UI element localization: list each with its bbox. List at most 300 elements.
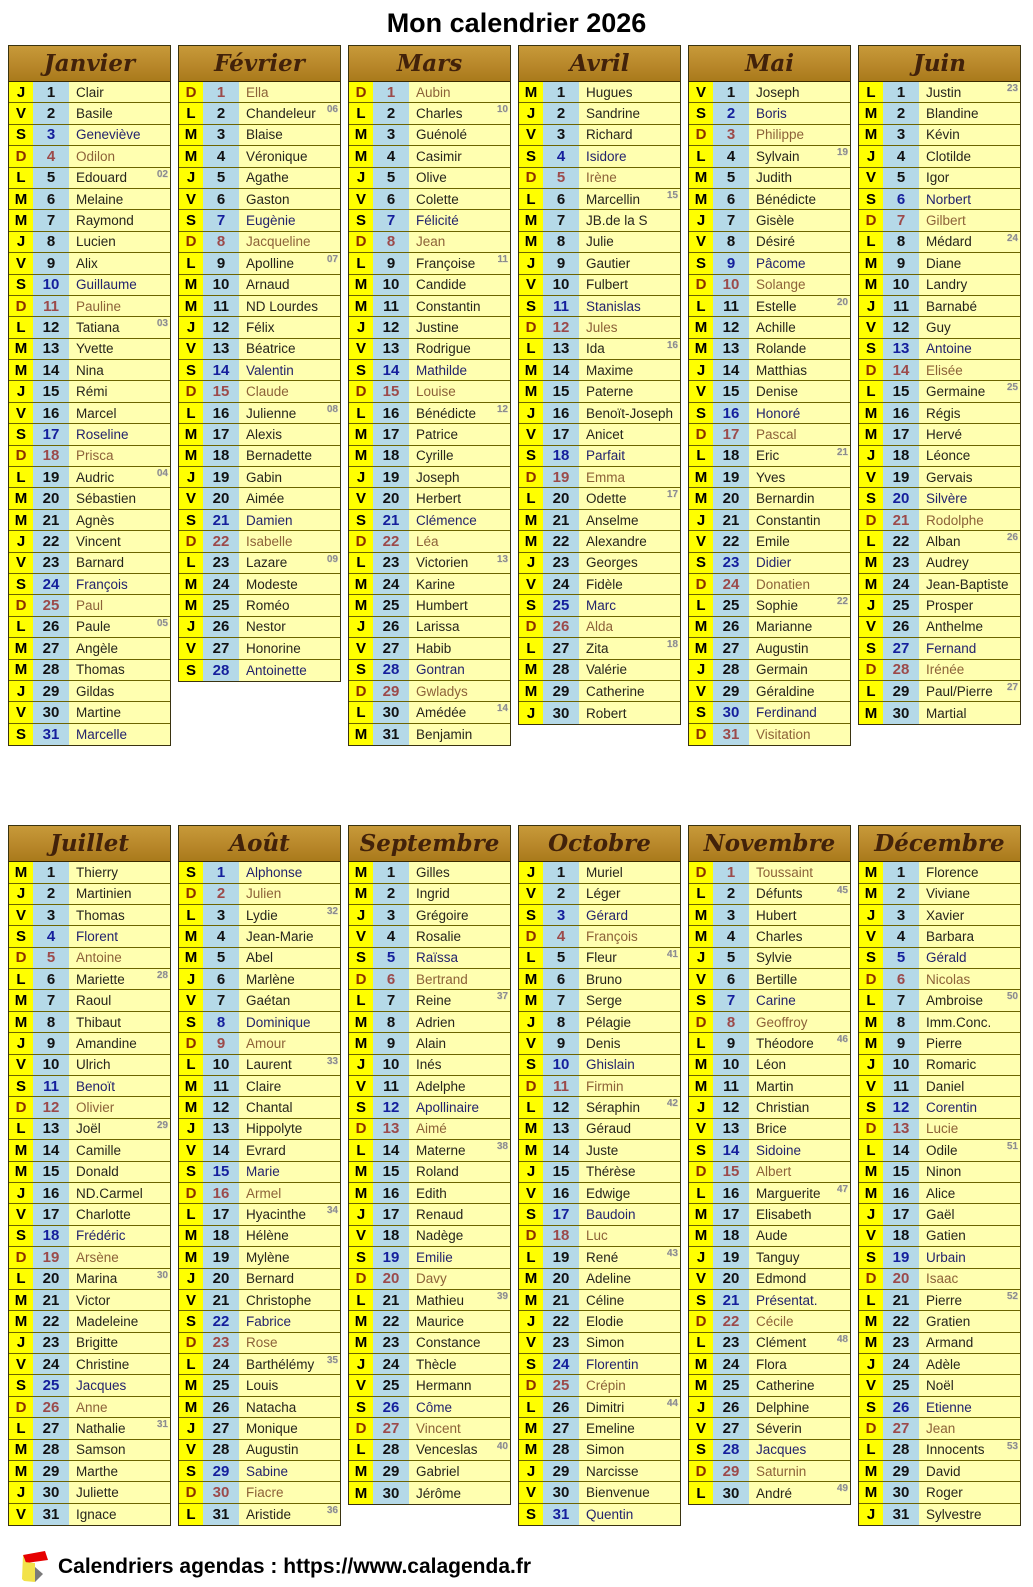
day-letter: M [179,574,203,594]
day-number: 9 [33,253,69,273]
day-letter: V [689,1418,713,1438]
day-letter: V [179,1290,203,1310]
day-number: 27 [373,638,409,658]
day-number: 17 [203,424,239,444]
day-letter: D [179,82,203,102]
day-row [9,146,170,167]
week-number: 38 [496,1141,508,1153]
saint-name: Gaston [239,189,340,209]
saint-name: Honoré [749,403,850,423]
day-number: 5 [883,948,919,968]
week-number: 40 [496,1440,508,1452]
saint-name: Didier [749,553,850,573]
saint-name: Silvère [919,488,1020,508]
day-letter: J [519,103,543,123]
day-number: 25 [543,1375,579,1395]
day-number: 15 [203,381,239,401]
day-row [179,1140,340,1161]
week-number: 14 [496,703,508,715]
saint-name: Fidèle [579,574,680,594]
day-row [179,360,340,381]
day-number: 1 [713,862,749,882]
day-letter: L [859,990,883,1010]
week-number: 11 [497,254,508,266]
saint-name: Eric [749,446,850,466]
saint-name: Fernand [919,638,1020,658]
saint-name: Chandeleur [239,103,340,123]
day-letter: D [9,1397,33,1417]
saint-name: Marianne [749,617,850,637]
day-row [859,617,1020,638]
day-number: 14 [203,360,239,380]
saint-name: Paul/Pierre [919,681,1020,701]
saint-name: Modeste [239,574,340,594]
day-number: 18 [373,446,409,466]
day-number: 15 [713,1162,749,1182]
day-number: 17 [373,424,409,444]
saint-name: Martial [919,702,1020,723]
day-row [349,1012,510,1033]
day-letter: M [179,1375,203,1395]
day-letter: M [179,1247,203,1267]
day-row [519,510,680,531]
saint-name: Sidoine [749,1140,850,1160]
day-letter: V [9,403,33,423]
day-number: 31 [33,1504,69,1525]
day-letter: L [689,1482,713,1503]
saint-name: Gaël [919,1204,1020,1224]
day-row [179,1012,340,1033]
day-row [179,1290,340,1311]
saint-name: Marlène [239,969,340,989]
week-number: 46 [836,1034,848,1046]
day-number: 30 [33,702,69,722]
day-row [689,125,850,146]
day-number: 18 [883,446,919,466]
day-row [689,1140,850,1161]
day-row [519,574,680,595]
day-row [859,510,1020,531]
saint-name: Aristide [239,1504,340,1525]
day-number: 21 [883,510,919,530]
saint-name: Cécile [749,1311,850,1331]
day-number: 12 [543,1097,579,1117]
day-row [9,990,170,1011]
saint-name: Edmond [749,1269,850,1289]
day-row [689,1482,850,1503]
day-row [519,1375,680,1396]
week-number: 53 [1006,1440,1018,1452]
saint-name: Victor [69,1290,170,1310]
day-number: 10 [33,275,69,295]
day-row [859,189,1020,210]
day-letter: M [9,1311,33,1331]
day-row [689,638,850,659]
day-row [689,1162,850,1183]
day-row [689,862,850,883]
day-number: 6 [33,969,69,989]
day-number: 26 [33,617,69,637]
day-letter: S [689,1440,713,1460]
saint-name: Candide [409,275,510,295]
day-row [179,1119,340,1140]
day-letter: V [179,638,203,658]
day-letter: M [689,317,713,337]
week-number: 02 [156,168,168,180]
day-letter: D [689,275,713,295]
day-letter: D [859,510,883,530]
day-row [9,253,170,274]
day-row [9,125,170,146]
day-number: 7 [33,210,69,230]
day-row [519,1204,680,1225]
week-number: 03 [156,318,168,330]
day-row [349,884,510,905]
day-letter: M [179,1076,203,1096]
day-number: 17 [33,424,69,444]
day-number: 14 [373,360,409,380]
saint-name: Audrey [919,553,1020,573]
day-letter: J [859,296,883,316]
day-number: 26 [713,1397,749,1417]
day-letter: L [179,403,203,423]
day-number: 18 [373,1226,409,1246]
day-row [859,1333,1020,1354]
month-1 [8,45,171,746]
day-letter: L [859,1440,883,1460]
saint-name: Germaine [919,381,1020,401]
saint-name: Lydie [239,905,340,925]
day-letter: S [9,1226,33,1246]
day-number: 8 [713,232,749,252]
day-letter: S [179,1162,203,1182]
day-letter: D [179,232,203,252]
saint-name: Séraphin [579,1097,680,1117]
day-row [859,948,1020,969]
day-letter: V [519,275,543,295]
day-number: 2 [203,884,239,904]
day-letter: M [179,926,203,946]
saint-name: Germain [749,660,850,680]
day-row [859,1204,1020,1225]
saint-name: Dominique [239,1012,340,1032]
day-number: 6 [203,969,239,989]
day-letter: M [519,1140,543,1160]
day-row [519,403,680,424]
day-row [349,360,510,381]
day-number: 19 [203,1247,239,1267]
saint-name: Ambroise [919,990,1020,1010]
saint-name: Amédée [409,702,510,722]
day-letter: L [859,681,883,701]
saint-name: Christine [69,1354,170,1374]
day-letter: M [349,1033,373,1053]
day-letter: S [9,724,33,745]
saint-name: Eugènie [239,210,340,230]
day-letter: J [179,969,203,989]
day-number: 30 [33,1482,69,1502]
saint-name: Rolande [749,339,850,359]
day-letter: M [859,424,883,444]
day-row [859,125,1020,146]
day-letter: L [179,253,203,273]
saint-name: Thibaut [69,1012,170,1032]
month-12 [858,825,1021,1526]
day-letter: D [349,82,373,102]
saint-name: Cyrille [409,446,510,466]
saint-name: Casimir [409,146,510,166]
month-11 [688,825,851,1505]
day-number: 7 [713,210,749,230]
day-row [519,82,680,103]
day-row [179,553,340,574]
day-letter: M [9,990,33,1010]
day-letter: D [9,1247,33,1267]
day-row [519,1183,680,1204]
day-row [859,660,1020,681]
day-row [349,969,510,990]
day-number: 27 [33,638,69,658]
saint-name: Noël [919,1375,1020,1395]
day-number: 10 [883,1055,919,1075]
day-number: 16 [883,1183,919,1203]
saint-name: Nestor [239,617,340,637]
day-row [9,724,170,745]
day-row [859,467,1020,488]
saint-name: Alain [409,1033,510,1053]
day-number: 9 [203,1033,239,1053]
day-row [689,926,850,947]
day-letter: M [859,275,883,295]
saint-name: Sylvestre [919,1504,1020,1525]
saint-name: Boris [749,103,850,123]
saint-name: Rodolphe [919,510,1020,530]
day-number: 2 [713,884,749,904]
day-number: 28 [713,1440,749,1460]
day-row [689,1119,850,1140]
day-letter: J [9,381,33,401]
day-letter: D [349,1119,373,1139]
day-row [9,681,170,702]
day-letter: M [859,1333,883,1353]
saint-name: Hermann [409,1375,510,1395]
saint-name: Benoït-Joseph [579,403,680,423]
saint-name: Florent [69,926,170,946]
day-number: 29 [33,1461,69,1481]
day-number: 7 [373,210,409,230]
day-number: 23 [33,1333,69,1353]
day-letter: V [859,168,883,188]
day-letter: L [519,948,543,968]
day-number: 7 [373,990,409,1010]
saint-name: Thomas [69,905,170,925]
day-row [179,969,340,990]
day-letter: S [349,1397,373,1417]
saint-name: Renaud [409,1204,510,1224]
day-number: 5 [373,168,409,188]
day-number: 9 [543,1033,579,1053]
day-letter: M [859,574,883,594]
day-row [859,1354,1020,1375]
day-number: 21 [543,510,579,530]
day-number: 1 [713,82,749,102]
day-row [519,969,680,990]
day-letter: S [349,948,373,968]
day-number: 5 [713,168,749,188]
day-number: 23 [713,553,749,573]
day-number: 12 [203,1097,239,1117]
day-letter: J [349,467,373,487]
day-letter: J [9,531,33,551]
day-number: 22 [33,531,69,551]
day-row [859,381,1020,402]
saint-name: Crépin [579,1375,680,1395]
day-row [689,1183,850,1204]
saint-name: Thierry [69,862,170,882]
saint-name: Robert [579,702,680,723]
week-number: 17 [666,489,678,501]
day-row [689,103,850,124]
month-8 [178,825,341,1526]
day-letter: S [9,1375,33,1395]
day-number: 20 [203,1269,239,1289]
day-number: 18 [543,1226,579,1246]
day-number: 15 [373,1162,409,1182]
saint-name: Baudoin [579,1204,680,1224]
saint-name: Antoine [919,339,1020,359]
day-number: 13 [33,1119,69,1139]
saint-name: Côme [409,1397,510,1417]
day-letter: S [9,125,33,145]
saint-name: Marina [69,1269,170,1289]
day-letter: M [519,1440,543,1460]
saint-name: Raïssa [409,948,510,968]
day-letter: L [689,884,713,904]
day-number: 7 [883,990,919,1010]
day-letter: J [859,1504,883,1525]
saint-name: Yves [749,467,850,487]
day-number: 2 [883,103,919,123]
saint-name: Claude [239,381,340,401]
saint-name: Elisée [919,360,1020,380]
day-letter: M [859,125,883,145]
day-row [9,1204,170,1225]
day-letter: J [9,1183,33,1203]
day-letter: V [519,884,543,904]
day-row [689,275,850,296]
month-4 [518,45,681,725]
day-number: 8 [543,232,579,252]
day-letter: L [179,1504,203,1525]
day-number: 5 [33,948,69,968]
saint-name: Léonce [919,446,1020,466]
day-letter: J [859,595,883,615]
day-row [179,1333,340,1354]
day-number: 15 [713,381,749,401]
day-row [9,1119,170,1140]
day-number: 12 [203,317,239,337]
saint-name: Geneviève [69,125,170,145]
saint-name: ND.Carmel [69,1183,170,1203]
day-row [859,1012,1020,1033]
day-letter: M [179,1097,203,1117]
day-number: 21 [373,510,409,530]
day-letter: V [9,1204,33,1224]
day-row [349,1418,510,1439]
saint-name: Bénédicte [749,189,850,209]
day-number: 24 [203,1354,239,1374]
day-number: 19 [543,467,579,487]
saint-name: Madeleine [69,1311,170,1331]
day-row [689,253,850,274]
day-number: 20 [543,488,579,508]
saint-name: Guy [919,317,1020,337]
day-number: 16 [713,1183,749,1203]
day-letter: M [859,884,883,904]
day-number: 6 [373,969,409,989]
day-number: 25 [373,595,409,615]
day-row [349,531,510,552]
saint-name: Sandrine [579,103,680,123]
day-letter: M [349,724,373,745]
day-row [859,1226,1020,1247]
day-letter: L [689,1183,713,1203]
day-letter: V [689,1269,713,1289]
day-row [689,403,850,424]
day-number: 25 [883,595,919,615]
day-letter: D [9,595,33,615]
day-letter: M [349,1183,373,1203]
day-row [519,905,680,926]
day-letter: D [519,1226,543,1246]
month-7 [8,825,171,1526]
day-row [689,553,850,574]
day-number: 13 [203,1119,239,1139]
day-letter: D [349,381,373,401]
day-row [349,510,510,531]
day-number: 28 [33,1440,69,1460]
day-row [349,595,510,616]
saint-name: Joseph [749,82,850,102]
day-row [9,926,170,947]
saint-name: Donald [69,1162,170,1182]
saint-name: Hubert [749,905,850,925]
day-number: 20 [543,1269,579,1289]
day-row [519,1162,680,1183]
day-letter: D [859,360,883,380]
day-number: 24 [33,1354,69,1374]
saint-name: Bertille [749,969,850,989]
saint-name: Solange [749,275,850,295]
day-letter: L [859,82,883,102]
saint-name: Jean-Baptiste [919,574,1020,594]
day-row [349,424,510,445]
day-row [519,638,680,659]
day-number: 26 [543,1397,579,1417]
day-number: 23 [883,1333,919,1353]
day-row [689,905,850,926]
week-number: 22 [836,596,848,608]
day-number: 10 [883,275,919,295]
day-letter: D [689,125,713,145]
saint-name: Lucie [919,1119,1020,1139]
saint-name: Angèle [69,638,170,658]
saint-name: Charles [749,926,850,946]
day-letter: J [9,232,33,252]
day-letter: V [519,574,543,594]
day-letter: J [519,553,543,573]
day-row [519,617,680,638]
